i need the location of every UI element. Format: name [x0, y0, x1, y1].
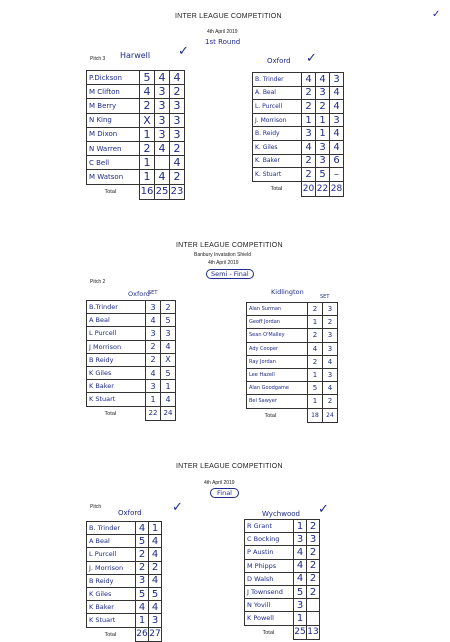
player-name: Alan Goodgame [247, 382, 308, 395]
competition-title: INTER LEAGUE COMPETITION [176, 242, 283, 249]
total-label: Total [104, 410, 117, 417]
score-cell: 3 [330, 73, 344, 87]
match-date: 4th April 2019 [207, 29, 238, 35]
player-name: P.Dickson [87, 71, 140, 85]
score-cell: 3 [316, 140, 330, 154]
scorecard-left [86, 521, 162, 642]
player-row [247, 395, 338, 408]
player-name: B. Trinder [253, 73, 302, 87]
score-cell: 3 [170, 113, 185, 127]
score-cell: 2 [149, 561, 162, 574]
score-cell: 4 [136, 601, 149, 614]
score-cell: 2 [161, 301, 176, 314]
score-cell: 2 [323, 316, 338, 329]
player-name: B Reidy [87, 353, 146, 366]
player-row [87, 340, 176, 353]
player-row [87, 561, 162, 574]
score-cell: 2 [140, 141, 155, 155]
score-cell: 3 [302, 127, 316, 141]
team-name-left: Harwell [120, 51, 151, 60]
total-row [253, 181, 344, 196]
total-score: 23 [170, 184, 185, 200]
set-label-right: SET [320, 294, 330, 300]
score-cell: 2 [307, 572, 320, 585]
score-cell: 1 [149, 522, 162, 535]
player-row [87, 522, 162, 535]
player-row [87, 99, 185, 113]
player-row [87, 141, 185, 155]
match-date: 4th April 2019 [208, 260, 239, 266]
player-row [245, 533, 320, 546]
player-name: Ray Jordan [247, 355, 308, 368]
player-name: A Beal [87, 314, 146, 327]
total-score: 20 [302, 181, 316, 196]
score-cell: 4 [316, 73, 330, 87]
player-row [87, 574, 162, 587]
total-score: 22 [316, 181, 330, 196]
player-name: K Baker [87, 380, 146, 393]
player-name: N King [87, 113, 140, 127]
player-name: C Bell [87, 156, 140, 170]
score-cell: 4 [330, 127, 344, 141]
player-row [87, 85, 185, 99]
score-cell: 5 [140, 71, 155, 85]
player-row [245, 520, 320, 533]
player-row [247, 329, 338, 342]
score-cell: 1 [308, 368, 323, 381]
score-cell: 1 [308, 316, 323, 329]
player-row [247, 303, 338, 316]
score-cell: 3 [323, 303, 338, 316]
player-row [87, 393, 176, 406]
score-cell: 4 [302, 140, 316, 154]
player-name: B. Reidy [253, 127, 302, 141]
scorecard-right [244, 519, 320, 640]
score-cell: – [330, 168, 344, 182]
score-cell: 2 [316, 100, 330, 114]
score-cell: 4 [155, 141, 170, 155]
score-cell: 1 [316, 113, 330, 127]
player-row [247, 355, 338, 368]
score-cell: 3 [323, 329, 338, 342]
score-cell: 1 [161, 380, 176, 393]
score-cell: 3 [149, 614, 162, 627]
player-row [87, 113, 185, 127]
total-score: 28 [330, 181, 344, 196]
player-name: A. Beal [253, 86, 302, 100]
scorecard-left [86, 300, 176, 421]
player-name: R Grant [245, 520, 294, 533]
score-cell: X [140, 113, 155, 127]
player-row [87, 535, 162, 548]
score-cell: 4 [330, 140, 344, 154]
score-cell: 4 [146, 314, 161, 327]
player-name: K. Stuart [253, 168, 302, 182]
pitch-label: Pitch 3 [90, 56, 106, 62]
total-label: Total [262, 629, 275, 636]
player-name: N Warren [87, 141, 140, 155]
player-row [245, 546, 320, 559]
score-cell: 2 [302, 86, 316, 100]
score-cell: 5 [161, 314, 176, 327]
score-cell: 2 [136, 548, 149, 561]
total-score: 22 [146, 406, 161, 421]
player-name: M Watson [87, 170, 140, 184]
player-row [87, 127, 185, 141]
total-row [87, 406, 176, 421]
score-cell: 3 [155, 99, 170, 113]
player-name: Ady Cooper [247, 342, 308, 355]
score-cell: 4 [136, 522, 149, 535]
score-cell: 3 [316, 154, 330, 168]
score-cell: 1 [146, 393, 161, 406]
score-cell: 1 [136, 614, 149, 627]
player-name: Alan Surman [247, 303, 308, 316]
total-row [87, 184, 185, 200]
score-cell: 3 [316, 86, 330, 100]
score-cell: 2 [146, 353, 161, 366]
score-cell: 2 [136, 561, 149, 574]
score-cell: 3 [146, 380, 161, 393]
player-name: Geoff Jordan [247, 316, 308, 329]
player-row [87, 170, 185, 184]
score-cell: 4 [146, 366, 161, 379]
score-cell: 3 [170, 127, 185, 141]
team-name-left: Oxford [118, 509, 142, 517]
total-label: Total [104, 631, 117, 638]
player-name: K Stuart [87, 614, 136, 627]
score-cell: 3 [170, 99, 185, 113]
score-cell: 3 [294, 599, 307, 612]
score-cell: 3 [136, 574, 149, 587]
score-cell: 2 [170, 85, 185, 99]
total-score: 25 [294, 625, 307, 640]
score-cell: 4 [149, 548, 162, 561]
match-date: 4th April 2019 [204, 480, 235, 486]
score-cell: 1 [140, 156, 155, 170]
player-row [87, 353, 176, 366]
total-row [87, 627, 162, 642]
player-name: K Giles [87, 366, 146, 379]
score-cell: 3 [155, 113, 170, 127]
player-name: N Yovill [245, 599, 294, 612]
score-cell: 4 [149, 535, 162, 548]
player-name: P Austin [245, 546, 294, 559]
player-name: Sean O'Malley [247, 329, 308, 342]
score-cell: 3 [323, 368, 338, 381]
score-cell: 2 [146, 340, 161, 353]
score-cell: 4 [294, 559, 307, 572]
team-name-right: Oxford [267, 57, 291, 65]
player-name: Bel Sawyer [247, 395, 308, 408]
score-cell: 3 [155, 85, 170, 99]
player-row [87, 301, 176, 314]
round-label: Semi - Final [206, 269, 254, 279]
total-score: 16 [140, 184, 155, 200]
score-cell: 1 [140, 127, 155, 141]
player-row [245, 612, 320, 625]
score-cell: 5 [136, 535, 149, 548]
score-cell: 4 [170, 71, 185, 85]
player-row [253, 73, 344, 87]
team-name-right: Wychwood [262, 510, 300, 518]
team-name-left: Oxford [128, 290, 150, 298]
score-cell: 2 [307, 520, 320, 533]
player-name: J. Morrison [253, 113, 302, 127]
score-cell: 1 [140, 170, 155, 184]
player-name: A Beal [87, 535, 136, 548]
score-cell: 4 [294, 572, 307, 585]
score-cell: 5 [308, 382, 323, 395]
corner-mark: ✓ [432, 9, 441, 20]
player-row [245, 585, 320, 598]
player-name: Lee Hazell [247, 368, 308, 381]
scorecard-right [246, 302, 338, 423]
score-cell: 2 [170, 170, 185, 184]
score-cell: 5 [136, 587, 149, 600]
score-cell: 2 [323, 395, 338, 408]
score-cell: 4 [155, 71, 170, 85]
score-cell: 1 [294, 612, 307, 625]
score-cell: 4 [330, 86, 344, 100]
total-score: 26 [136, 627, 149, 642]
score-cell: 2 [302, 154, 316, 168]
tick-mark: ✓ [318, 502, 329, 517]
score-cell: 5 [149, 587, 162, 600]
score-cell: 1 [316, 127, 330, 141]
score-cell: 2 [140, 99, 155, 113]
total-score: 25 [155, 184, 170, 200]
team-name-right: Kidlington [271, 288, 304, 296]
total-label: Total [270, 186, 283, 193]
score-cell: 5 [294, 585, 307, 598]
player-row [247, 316, 338, 329]
player-name: D Walsh [245, 572, 294, 585]
score-cell: 1 [294, 520, 307, 533]
player-row [253, 100, 344, 114]
player-name: K. Giles [253, 140, 302, 154]
player-row [87, 614, 162, 627]
player-name: K. Baker [253, 154, 302, 168]
player-name: K Giles [87, 587, 136, 600]
score-cell: 3 [161, 327, 176, 340]
player-row [87, 327, 176, 340]
player-name: J Townsend [245, 585, 294, 598]
score-cell: 2 [170, 141, 185, 155]
total-row [247, 408, 338, 423]
player-row [245, 559, 320, 572]
score-cell: 2 [302, 100, 316, 114]
score-cell: 4 [323, 355, 338, 368]
player-name: J. Morrison [87, 561, 136, 574]
score-cell: 4 [161, 393, 176, 406]
score-cell: 2 [307, 546, 320, 559]
set-label-left: SET [148, 290, 158, 296]
score-cell: 4 [308, 342, 323, 355]
score-cell: 4 [149, 601, 162, 614]
player-row [245, 599, 320, 612]
total-row [245, 625, 320, 640]
player-name: K Baker [87, 601, 136, 614]
score-cell: 3 [146, 301, 161, 314]
player-row [253, 127, 344, 141]
player-name: M Dixon [87, 127, 140, 141]
total-score: 18 [308, 408, 323, 423]
player-name: L Purcell [87, 327, 146, 340]
player-row [87, 156, 185, 170]
tick-mark: ✓ [178, 44, 189, 59]
competition-title: INTER LEAGUE COMPETITION [175, 13, 282, 20]
score-cell: 3 [146, 327, 161, 340]
score-cell: 2 [307, 585, 320, 598]
score-cell: 1 [302, 113, 316, 127]
total-label: Total [104, 189, 117, 196]
player-name: M Clifton [87, 85, 140, 99]
score-cell [307, 612, 320, 625]
player-name: M Berry [87, 99, 140, 113]
total-label: Total [264, 412, 277, 419]
player-row [87, 314, 176, 327]
total-score: 13 [307, 625, 320, 640]
score-cell: 4 [161, 340, 176, 353]
score-cell: X [161, 353, 176, 366]
round-label: 1st Round [205, 38, 241, 46]
score-cell: 3 [307, 533, 320, 546]
score-cell: 4 [170, 156, 185, 170]
player-row [247, 382, 338, 395]
player-row [247, 368, 338, 381]
score-cell: 2 [307, 559, 320, 572]
player-name: J Morrison [87, 340, 146, 353]
score-cell: 4 [302, 73, 316, 87]
player-row [87, 71, 185, 85]
score-cell: 6 [330, 154, 344, 168]
player-name: L. Purcell [253, 100, 302, 114]
score-cell: 5 [316, 168, 330, 182]
player-row [247, 342, 338, 355]
player-row [87, 587, 162, 600]
score-cell: 4 [294, 546, 307, 559]
scorecard-right [252, 72, 344, 197]
player-name: K Powell [245, 612, 294, 625]
score-cell: 4 [149, 574, 162, 587]
score-cell: 3 [294, 533, 307, 546]
total-score: 24 [323, 408, 338, 423]
tick-mark: ✓ [306, 51, 317, 66]
score-cell: 5 [161, 366, 176, 379]
score-cell: 3 [330, 113, 344, 127]
player-name: B Reidy [87, 574, 136, 587]
tick-mark: ✓ [172, 500, 183, 515]
player-name: B.Trinder [87, 301, 146, 314]
score-cell: 1 [308, 395, 323, 408]
total-score: 27 [149, 627, 162, 642]
player-name: M Phipps [245, 559, 294, 572]
player-row [253, 168, 344, 182]
scorecard-left [86, 70, 185, 200]
score-cell: 4 [140, 85, 155, 99]
score-cell: 3 [323, 342, 338, 355]
player-row [87, 380, 176, 393]
score-cell: 3 [155, 127, 170, 141]
player-name: K Stuart [87, 393, 146, 406]
total-score: 24 [161, 406, 176, 421]
score-cell: 2 [308, 329, 323, 342]
player-row [253, 86, 344, 100]
score-cell: 2 [302, 168, 316, 182]
player-row [245, 572, 320, 585]
competition-subtitle: Banbury Invatation Shield [194, 252, 251, 258]
player-row [253, 140, 344, 154]
score-cell: 4 [323, 382, 338, 395]
player-row [87, 548, 162, 561]
pitch-label: Pitch 2 [90, 279, 106, 285]
player-row [253, 154, 344, 168]
competition-title: INTER LEAGUE COMPETITION [176, 463, 283, 470]
pitch-label: Pitch [90, 504, 102, 510]
player-name: B. Trinder [87, 522, 136, 535]
player-name: L Purcell [87, 548, 136, 561]
player-row [253, 113, 344, 127]
player-row [87, 366, 176, 379]
score-cell: 4 [330, 100, 344, 114]
round-label: Final [210, 488, 239, 498]
score-cell: 4 [155, 170, 170, 184]
player-name: C Bocking [245, 533, 294, 546]
score-cell [155, 156, 170, 170]
score-cell: 2 [308, 355, 323, 368]
player-row [87, 601, 162, 614]
score-cell: 2 [308, 303, 323, 316]
score-cell [307, 599, 320, 612]
